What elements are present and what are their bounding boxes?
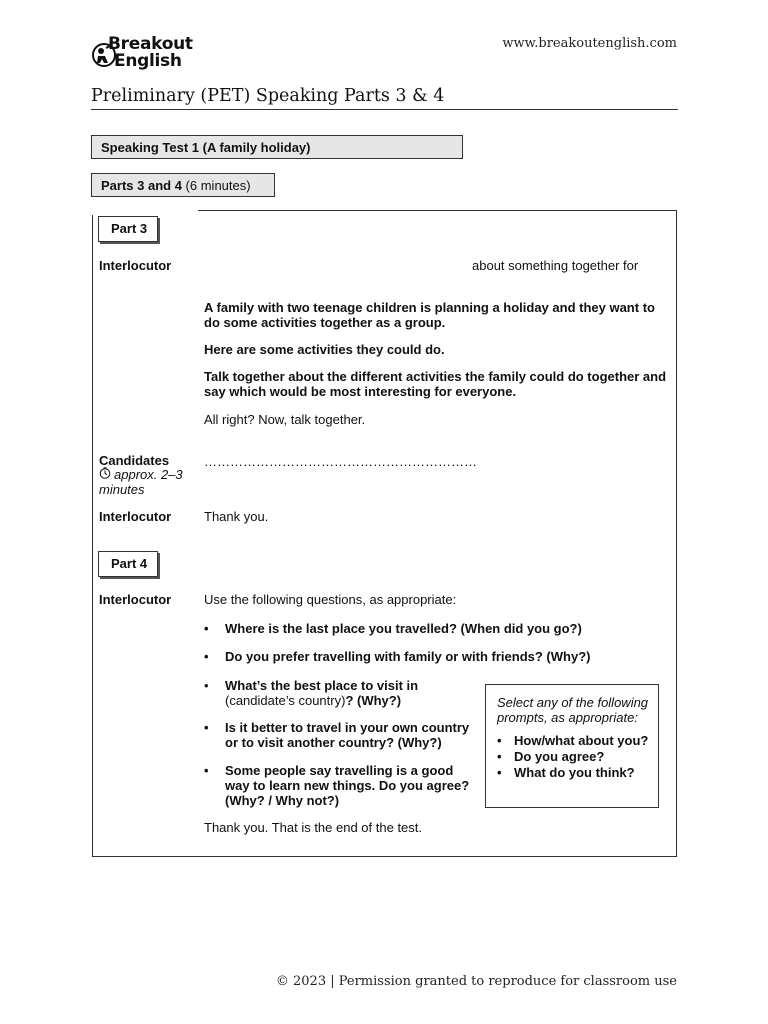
part3-thanks: Thank you. xyxy=(204,509,269,524)
closing-text: Thank you. That is the end of the test. xyxy=(204,820,423,835)
prompts-intro: Select any of the following prompts, as appropriate: xyxy=(497,695,649,725)
part-4-heading: Part 4 xyxy=(98,551,158,577)
bullet-icon: • xyxy=(204,763,209,778)
question-text-end: ? (Why?) xyxy=(345,693,402,708)
question-item xyxy=(204,649,665,664)
frame-right-border xyxy=(676,210,677,857)
bullet-icon: • xyxy=(204,720,209,735)
part3-task-text: Talk together about the different activities the family could do together and say which would be most interesting for everyone. xyxy=(204,369,667,399)
prompt-item: • How/what about you? xyxy=(497,733,650,748)
question-item xyxy=(204,621,665,636)
question-item xyxy=(204,678,475,708)
prompt-item: • What do you think? xyxy=(497,765,650,780)
bullet-icon: • xyxy=(204,621,209,636)
frame-left-border xyxy=(92,215,93,857)
site-url[interactable]: www.breakoutenglish.com xyxy=(502,36,677,51)
part3-start-text: All right? Now, talk together. xyxy=(204,412,366,427)
question-text: What’s the best place to visit in xyxy=(225,678,419,693)
part4-intro: Use the following questions, as appropriate: xyxy=(204,592,457,607)
part3-scenario-text: A family with two teenage children is planning a holiday and they want to do some activities together as a group. xyxy=(204,300,655,330)
candidates-timing: approx. 2–3 minutes xyxy=(99,467,183,497)
part3-activities-text: Here are some activities they could do. xyxy=(204,342,445,357)
prompt-item: • Do you agree? xyxy=(497,749,650,764)
speaking-test-label: Speaking Test 1 (A family holiday) xyxy=(91,135,463,159)
question-text: Is it better to travel in your own country or to visit another country? (Why?) xyxy=(225,720,470,750)
duration-label: (6 minutes) xyxy=(181,178,251,193)
copyright-footer: © 2023 | Permission granted to reproduce for classroom use xyxy=(275,974,677,989)
question-item xyxy=(204,720,475,750)
part-3-heading: Part 3 xyxy=(98,216,158,242)
logo-line-1: Breakout xyxy=(108,34,193,54)
frame-top-border xyxy=(198,210,677,211)
document-title: Preliminary (PET) Speaking Parts 3 & 4 xyxy=(91,86,445,106)
frame-bottom-border xyxy=(92,856,677,857)
prompts-list xyxy=(497,733,650,780)
interlocutor-label: Interlocutor xyxy=(99,592,172,607)
question-text: Do you prefer travelling with family or with friends? (Why?) xyxy=(225,649,591,664)
candidate-response-dots: ……………………………………………………… xyxy=(204,454,477,469)
question-item xyxy=(204,763,475,808)
logo-wordmark xyxy=(108,36,193,70)
bullet-icon: • xyxy=(204,678,209,693)
question-text: Where is the last place you travelled? (When did you go?) xyxy=(225,621,582,636)
logo-line-2: English xyxy=(114,51,182,71)
parts-label: Parts 3 and 4 xyxy=(101,178,182,193)
title-divider xyxy=(91,109,678,110)
follow-up-prompts-box xyxy=(485,684,659,808)
parts-duration-label xyxy=(91,173,275,197)
interlocutor-label: Interlocutor xyxy=(99,509,172,524)
bullet-icon: • xyxy=(204,649,209,664)
question-placeholder: (candidate’s country) xyxy=(225,693,346,708)
part3-intro-fragment: about something together for xyxy=(472,258,639,273)
interlocutor-label: Interlocutor xyxy=(99,258,172,273)
candidates-label: Candidates xyxy=(99,453,170,468)
question-text: Some people say travelling is a good way to learn new things. Do you agree? (Why? / Why not?) xyxy=(225,763,470,808)
